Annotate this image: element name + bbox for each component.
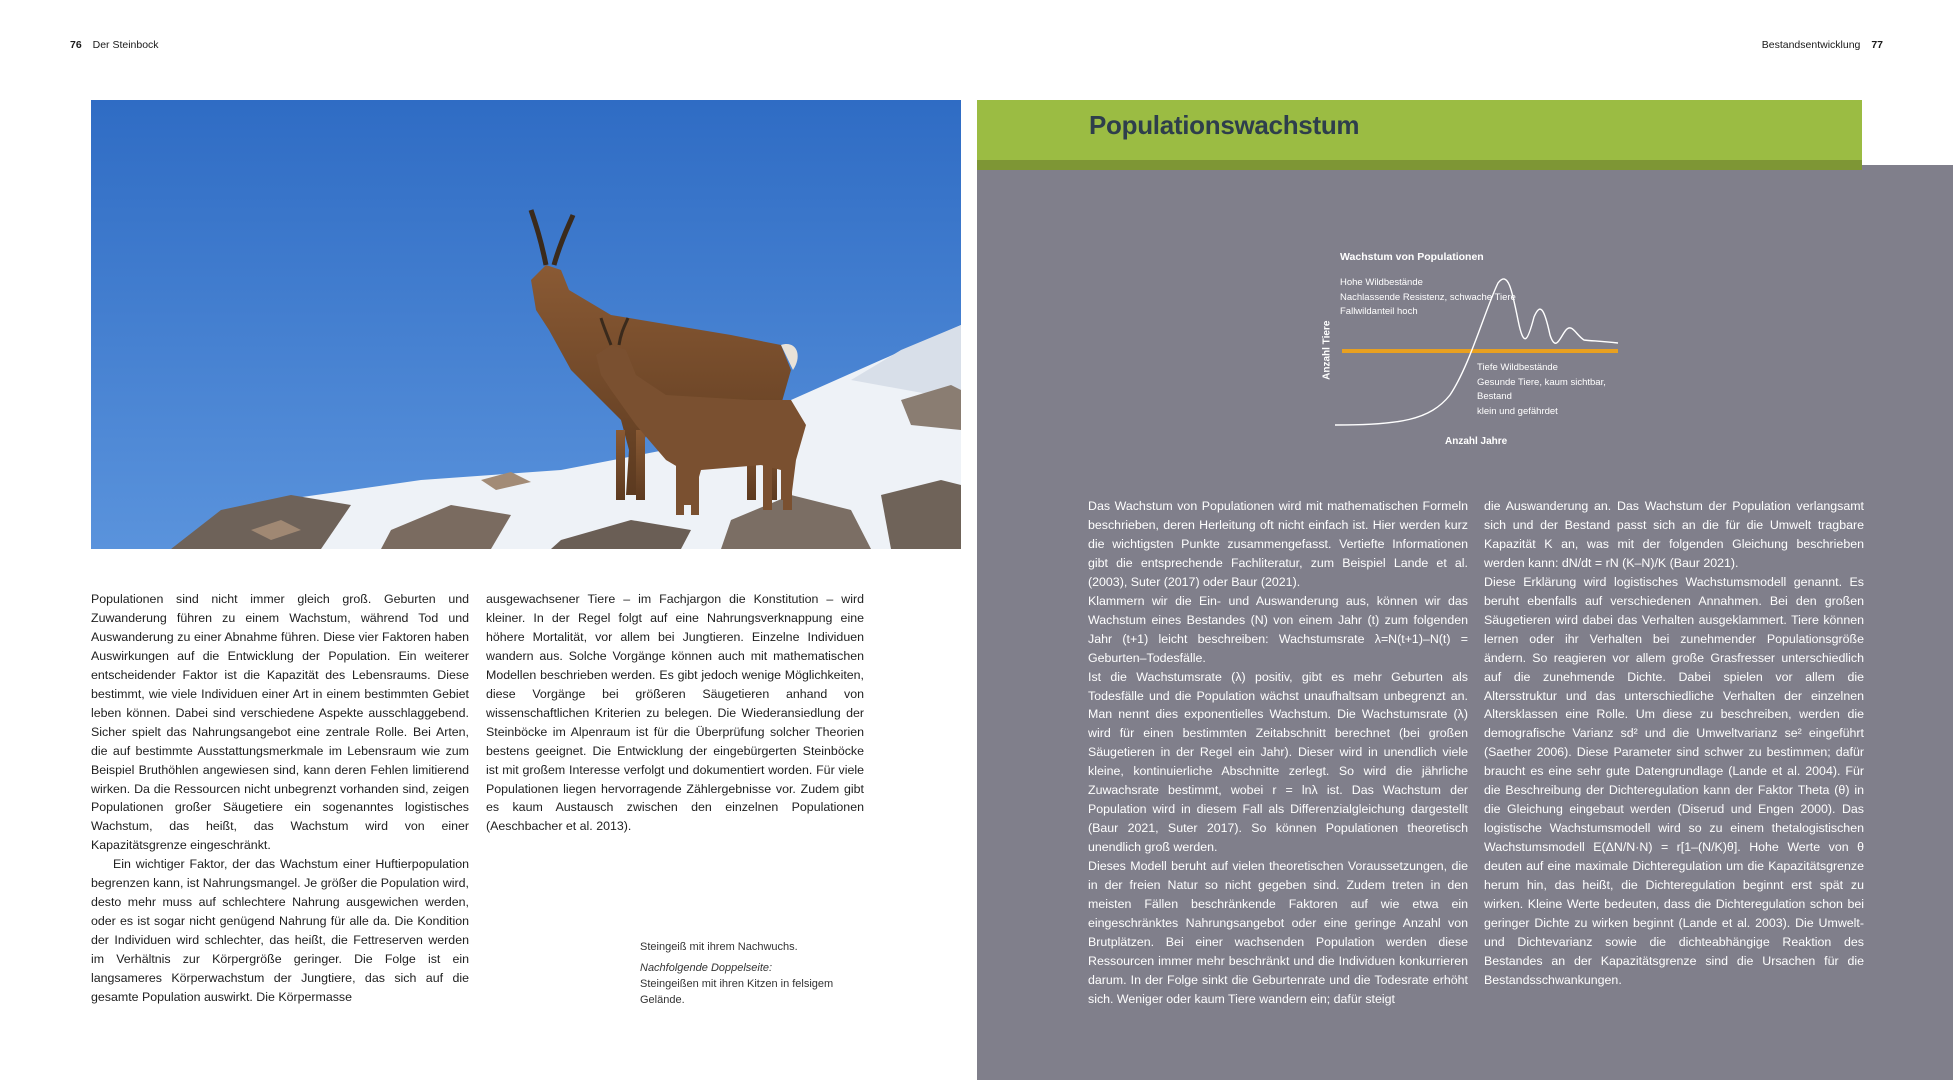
paragraph: Populationen sind nicht immer gleich groß. Geburten und Zuwanderung führen zu einem Wachstum, während Tod und Auswanderung zu einer Abnahme führen. Diese vier Faktoren haben Auswirkungen auf die Entwicklung der Population. Ein weiterer entscheidender Faktor ist die Kapazität des Lebensraums. Diese bestimmt, wie viele Individuen einer Art in einem bestimmten Gebiet leben können. Dabei sind verschiedene Aspekte ausschlaggebend. Sicher spielt das Nahrungsangebot eine zentrale Rolle. Bei Arten, die auf bestimmte Ausstattungsmerkmale im Lebensraum wie zum Beispiel Bruthöhlen angewiesen sind, kann deren Fehlen limitierend wirken. Da die Ressourcen nicht unbegrenzt vorhanden sind, zeigen Populationen großer Säugetiere ein sogenanntes logistisches Wachstum, das heißt, das Wachstum wird von einer Kapazitätsgrenze eingeschränkt. <box>91 592 469 853</box>
ibex-photo <box>91 100 961 549</box>
section-title: Populationswachstum <box>1089 110 1360 140</box>
page-number-left: 76 <box>70 39 82 51</box>
caption-next-label: Nachfolgende Doppelseite: <box>640 962 773 974</box>
paragraph: ausgewachsener Tiere – im Fachjargon die Konstitution – wird kleiner. In der Regel folgt auf eine Nahrungsverknappung eine höhere Mortalität, vor allem bei Jungtieren. Einzelne Individuen wandern aus. Solche Vorgänge können auch mit mathematischen Modellen beschrieben werden. Es gibt jedoch wenige Möglichkeiten, diese Vorgänge bei größeren Säugetieren anhand von wissenschaftlichen Kriterien zu belegen. Die Wiederansiedlung der Steinböcke im Alpenraum ist für die Überprüfung solcher Theorien bestens geeignet. Die Entwicklung der eingebürgerten Steinböcke ist mit großem Interesse verfolgt und dokumentiert worden. Für viele Populationen liegen hervorragende Zählergebnisse vor. Zudem gibt es kaum Austausch zwischen den einzelnen Populationen (Aeschbacher et al. 2013). <box>486 592 864 834</box>
paragraph: Ein wichtiger Faktor, der das Wachstum einer Huftierpopulation begrenzen kann, ist Nahrungsmangel. Je größer die Population wird, desto mehr muss auf schlechtere Nahrung ausgewichen werden, oder es ist sogar nicht genügend Nahrung für alle da. Die Kondition der Individuen wird schlechter, das heißt, die Fettreserven werden im Verhältnis zur Körpergröße geringer. Die Folge ist ein langsameres Körperwachstum der Jungtiere, das sich auf die gesamte Population auswirkt. Die Körpermasse <box>91 857 469 1005</box>
photo-caption <box>640 939 860 1008</box>
diagram-y-axis-label: Anzahl Tiere <box>1321 320 1333 380</box>
population-growth-diagram <box>1320 245 1640 460</box>
paragraph: Ist die Wachstumsrate (λ) positiv, gibt es mehr Geburten als Todesfälle und die Population wächst unaufhaltsam unbegrenzt an. Man nennt dies exponentielles Wachstum. Die Wachstumsrate (λ) wird für einen bestimmten Zeitabschnitt berechnet (bei großen Säugetieren in der Regel ein Jahr). Dieser wird in unendlich viele kleine, kontinuierliche Abschnitte zerlegt. So wird die jährliche Zuwachsrate bestimmt, wobei r = lnλ ist. Das Wachstum der Population wird in diesem Fall als Differenzialgleichung dargestellt (Baur 2021, Suter 2017). So können Populationen theoretisch unendlich groß werden. <box>1088 669 1468 855</box>
left-page-column-2 <box>486 590 864 836</box>
paragraph: Dieses Modell beruht auf vielen theoretischen Voraussetzungen, die in der freien Natur so nicht gegeben sind. Zudem treten in den meisten Fällen beschränkende Faktoren auf wie etwa ein eingeschränktes Nahrungsangebot oder eine geringe Anzahl von Brutplätzen. Bei einer wachsenden Population werden diese Ressourcen immer mehr beschränkt und die Individuen konkurrieren darum. In der Folge sinkt die Geburtenrate und die Todesrate erhöht sich. Weniger oder kaum Tiere wandern ein; dafür steigt <box>1088 859 1468 1006</box>
diagram-x-axis-label: Anzahl Jahre <box>1445 436 1508 447</box>
section-title-band-shadow <box>977 160 1862 170</box>
paragraph: Diese Erklärung wird logistisches Wachstumsmodell genannt. Es beruht ebenfalls auf verschiedenen Annahmen. Bei den großen Säugetieren wird dabei das Verhalten ausgeklammert. Tiere können lernen oder ihr Verhalten bei zunehmender Populationsgröße ändern. So reagieren vor allem große Grasfresser unterschiedlich auf die zunehmende Dichte. Dabei spielen vor allem die Altersstruktur und das unterschiedliche Verhalten der einzelnen Altersklassen eine Rolle. Um diese zu beschreiben, werden die demografische Varianz sd² und die Umweltvarianz se² eingeführt (Saether 2006). Diese Parameter sind schwer zu bestimmen; dafür braucht es eine sehr gute Datengrundlage (Lande et al. 2004). Für die Beschreibung der Dichteregulation kann der Faktor Theta (θ) in die Gleichung eingebaut werden (Diserud und Engen 2000). Das logistische Wachstumsmodell wird so zu einem thetalogistischen Wachstumsmodell E(ΔN/N·N) = r[1–(N/K)θ]. Hohe Werte von θ deuten auf eine maximale Dichteregulation um die Kapazitätsgrenze herum hin, das heißt, die Dichteregulation beginnt erst spät zu wirken. Kleine Werte bedeuten, dass die Dichteregulation schon bei geringer Dichte zu wirken beginnt (Lande et al. 2003). Die Umwelt- und Dichtevarianz sowie die dichteabhängige Reaktion des Bestandes an der Kapazitätsgrenze sind die Ursachen für die Bestandsschwankungen. <box>1484 574 1864 987</box>
diagram-label-high: Hohe Wildbestände Nachlassende Resistenz, schwache Tiere Fallwildanteil hoch <box>1340 277 1516 317</box>
caption-next-text: Steingeißen mit ihren Kitzen in felsigem Gelände. <box>640 978 834 1006</box>
paragraph: die Auswanderung an. Das Wachstum der Population verlangsamt sich und der Bestand passt sich an die für die Umwelt tragbare Kapazität K an, was mit der folgenden Gleichung beschrieben werden kann: dN/dt = rN (K–N)/K (Baur 2021). <box>1484 499 1864 570</box>
left-page-column-1 <box>91 590 469 1007</box>
caption-main: Steingeiß mit ihrem Nachwuchs. <box>640 941 798 953</box>
chapter-title-left: Der Steinbock <box>92 39 159 51</box>
running-head-left <box>70 39 159 51</box>
page-number-right: 77 <box>1871 39 1883 51</box>
right-page-column-1 <box>1088 497 1468 1009</box>
running-head-right <box>1762 39 1883 51</box>
diagram-label-low: Tiefe Wildbestände Gesunde Tiere, kaum sichtbar, Bestand klein und gefährdet <box>1477 362 1606 417</box>
chapter-title-right: Bestandsentwicklung <box>1761 39 1861 51</box>
paragraph: Klammern wir die Ein- und Auswanderung aus, können wir das Wachstum eines Bestandes (N) von einem Jahr (t) zum folgenden Jahr (t+1) leicht beschreiben: Wachstumsrate λ=N(t+1)–N(t) = Geburten–Todesfälle. <box>1088 593 1468 665</box>
paragraph: Das Wachstum von Populationen wird mit mathematischen Formeln beschrieben, deren Herleitung oft nicht einfach ist. Hier werden kurz die wichtigsten Punkte zusammengefasst. Vertiefte Informationen gibt die entsprechende Fachliteratur, zum Beispiel Lande et al. (2003), Suter (2017) oder Baur (2021). <box>1088 499 1468 589</box>
right-page-column-2 <box>1484 497 1864 990</box>
diagram-title: Wachstum von Populationen <box>1340 251 1484 263</box>
